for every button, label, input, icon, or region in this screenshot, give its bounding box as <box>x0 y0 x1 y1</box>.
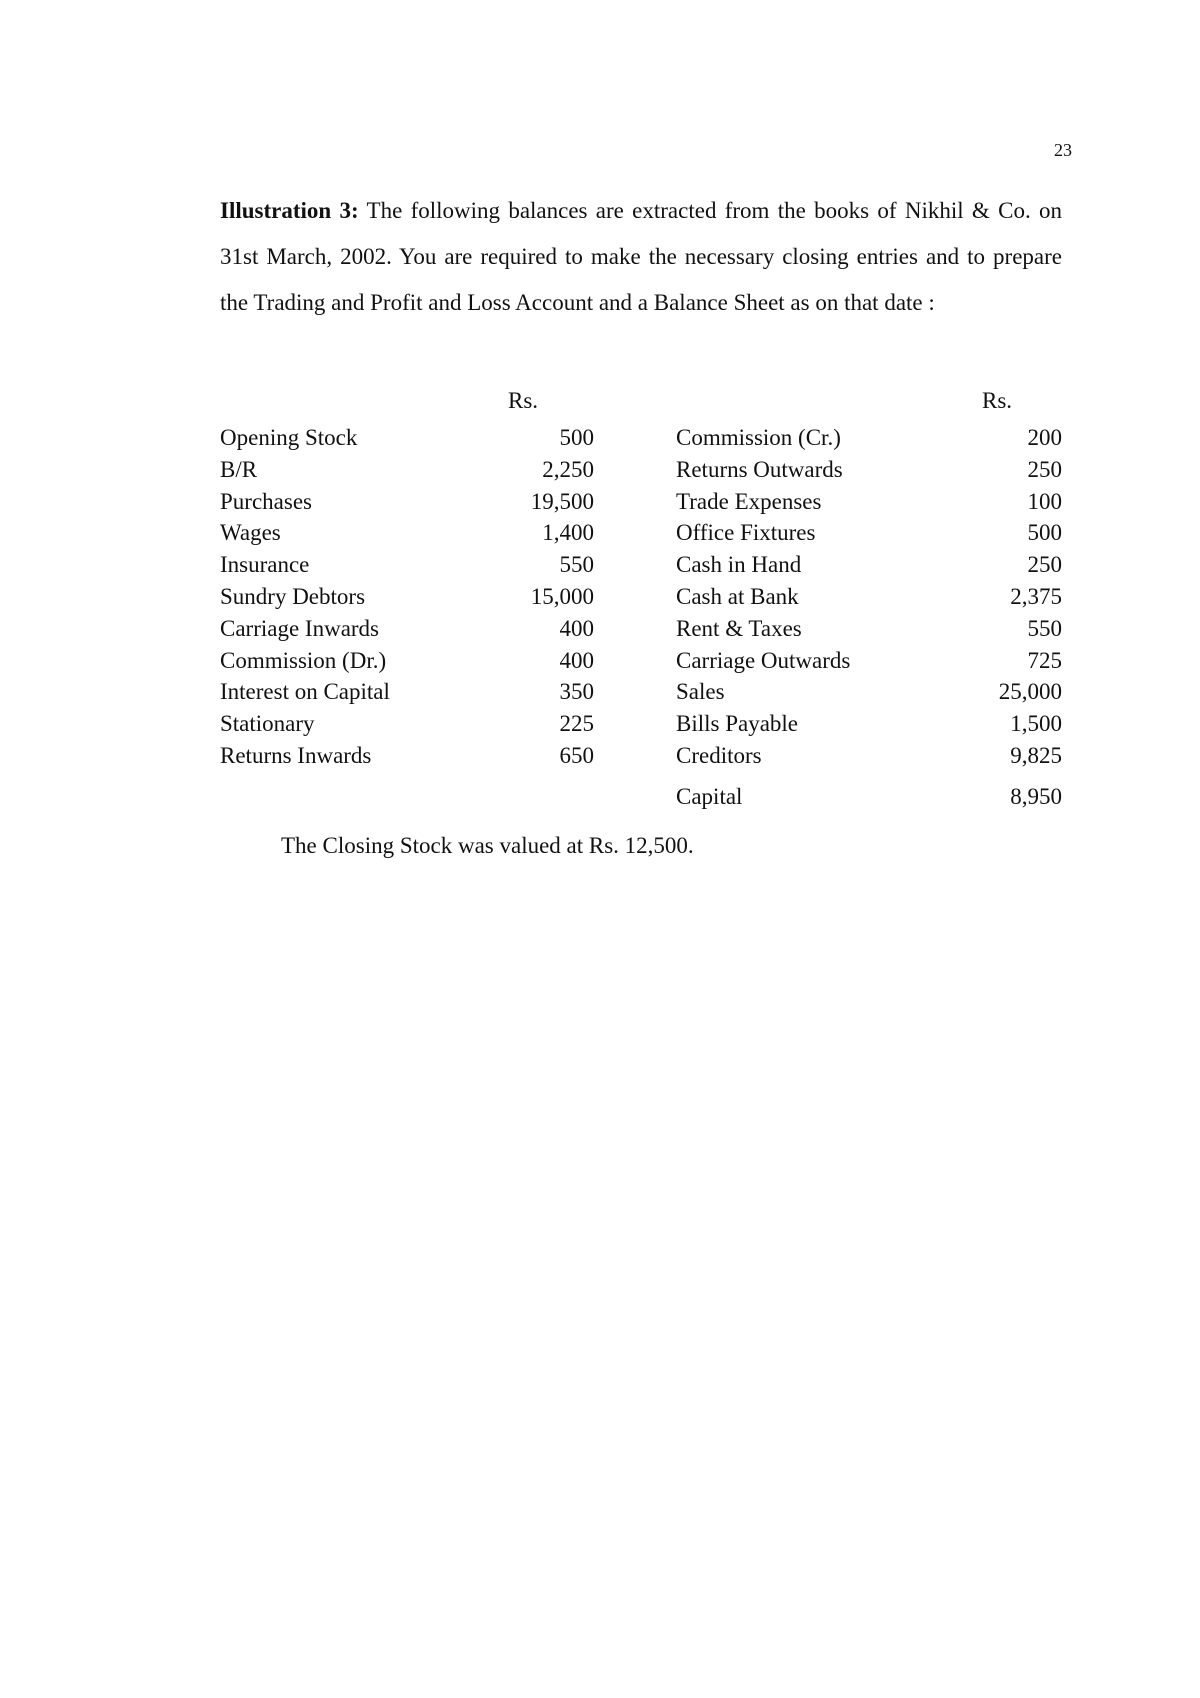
right-account-name: Cash in Hand <box>676 552 802 578</box>
right-account-name: Carriage Outwards <box>676 647 851 673</box>
right-currency-header: Rs. <box>982 388 1013 413</box>
table-row <box>220 676 1062 708</box>
right-account-amount: 200 <box>1027 425 1062 450</box>
page-number: 23 <box>1054 140 1072 160</box>
right-account-name: Office Fixtures <box>676 520 816 546</box>
left-account-amount: 15,000 <box>530 583 594 609</box>
right-account-amount: 8,950 <box>1010 783 1062 809</box>
left-account-name: B/R <box>220 456 258 482</box>
right-account-name: Commission (Cr.) <box>676 425 841 450</box>
right-account-name: Bills Payable <box>676 711 799 737</box>
left-account-name: Wages <box>220 520 281 546</box>
right-account-amount: 500 <box>1027 520 1062 546</box>
balances-rows <box>220 422 1062 816</box>
illustration-heading: Illustration 3: <box>220 198 359 223</box>
left-account-amount: 500 <box>559 425 594 450</box>
right-account-name: Capital <box>676 783 743 809</box>
table-row <box>220 486 1062 518</box>
table-row <box>220 517 1062 549</box>
right-account-name: Creditors <box>676 742 762 768</box>
table-row <box>220 454 1062 486</box>
right-account-amount: 250 <box>1027 456 1062 482</box>
left-account-name: Sundry Debtors <box>220 583 366 609</box>
right-account-name: Rent & Taxes <box>676 615 802 641</box>
left-account-amount: 650 <box>559 742 594 768</box>
right-account-name: Sales <box>676 679 725 705</box>
right-account-name: Trade Expenses <box>676 488 822 514</box>
right-account-name: Cash at Bank <box>676 583 799 609</box>
illustration-text: The following balances are extracted from the books of Nikhil & Co. on 31st March, 2002. You are required to make the necessary closing entries and to prepare the Trading and Profit and Loss Account and a Balance Sheet as on that date : <box>220 198 1062 315</box>
left-currency-header: Rs. <box>508 388 539 413</box>
right-account-amount: 100 <box>1027 488 1062 514</box>
left-account-amount: 400 <box>559 647 594 673</box>
table-row <box>220 613 1062 645</box>
right-account-amount: 9,825 <box>1010 742 1062 768</box>
left-account-name: Returns Inwards <box>220 742 372 768</box>
right-account-name: Returns Outwards <box>676 456 843 482</box>
left-account-amount: 400 <box>559 615 594 641</box>
right-account-amount: 725 <box>1027 647 1062 673</box>
left-account-name: Interest on Capital <box>220 679 390 705</box>
illustration-intro <box>220 188 1062 326</box>
right-account-amount: 550 <box>1027 615 1062 641</box>
left-account-amount: 225 <box>559 711 594 737</box>
table-row <box>220 708 1062 740</box>
left-account-name: Opening Stock <box>220 425 358 450</box>
left-account-amount: 350 <box>559 679 594 705</box>
left-account-amount: 19,500 <box>530 488 594 514</box>
table-row <box>220 581 1062 613</box>
left-account-amount: 550 <box>559 552 594 578</box>
right-account-amount: 25,000 <box>998 679 1062 705</box>
left-account-name: Stationary <box>220 711 315 737</box>
table-row <box>220 422 1062 454</box>
left-account-name: Carriage Inwards <box>220 615 380 641</box>
left-account-name: Insurance <box>220 552 310 578</box>
right-account-amount: 2,375 <box>1010 583 1062 609</box>
table-row <box>220 740 1062 772</box>
right-account-amount: 1,500 <box>1010 711 1062 737</box>
table-row <box>220 772 1062 816</box>
left-account-amount: 2,250 <box>542 456 594 482</box>
closing-stock-note: The Closing Stock was valued at Rs. 12,500. <box>281 833 694 858</box>
left-account-name: Purchases <box>220 488 312 514</box>
left-account-amount: 1,400 <box>542 520 594 546</box>
table-row <box>220 549 1062 581</box>
right-account-amount: 250 <box>1027 552 1062 578</box>
left-account-name: Commission (Dr.) <box>220 647 387 673</box>
table-row <box>220 645 1062 677</box>
